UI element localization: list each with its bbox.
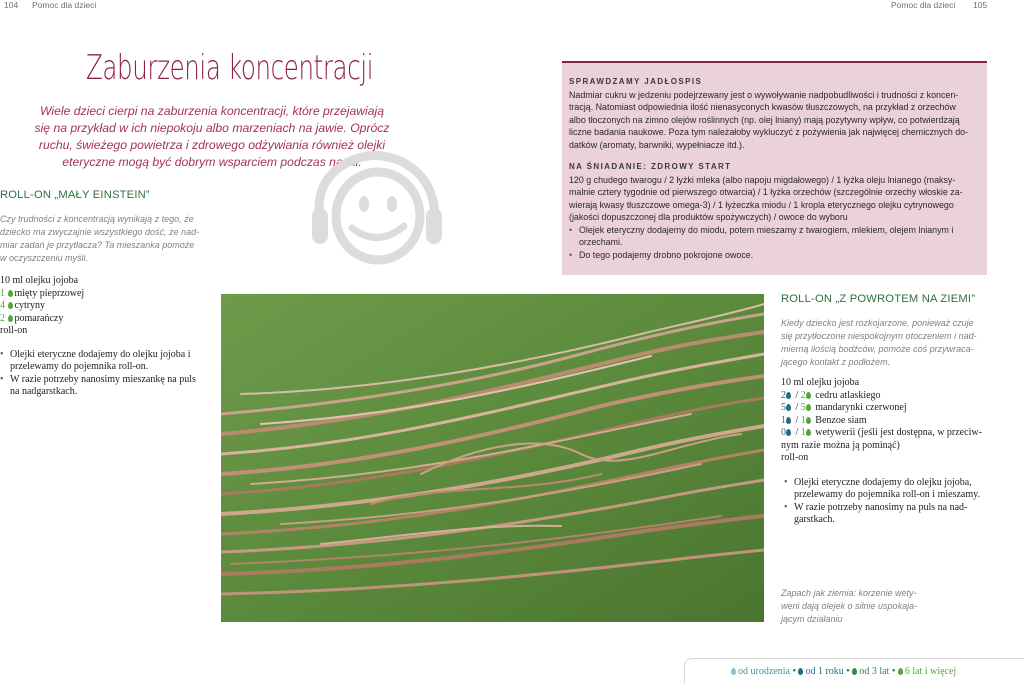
ingredient-row	[0, 288, 210, 301]
ingredient-row: 0 / 1 wetywerii (jeśli jest dostępna, w przeciw-	[781, 427, 982, 438]
left-running-header: Pomoc dla dzieci	[32, 0, 97, 10]
drop-count: 5	[781, 402, 786, 413]
step-item: • W razie potrzeby nanosimy na puls na nad-garstkach.	[784, 502, 989, 527]
rollon-ground-recipe	[781, 377, 996, 527]
blue-drop-icon	[786, 392, 791, 399]
age-legend	[684, 658, 1024, 683]
infobox-steps	[569, 224, 969, 262]
text-line: 120 g chudego twarogu / 2 łyżki mleka (albo napoju migdałowego) / 1 łyżka oleju lnianego (maksy-	[569, 174, 956, 185]
infobox-paragraph	[569, 89, 979, 152]
left-page-number: 104	[4, 0, 19, 10]
ingredient-row: 1 / 1 Benzoe siam	[781, 414, 867, 426]
ingredient-name: mandarynki czerwonej	[815, 402, 907, 413]
drop-count: 2	[781, 389, 786, 401]
step-item: • Olejki eteryczne dodajemy do olejku jojoba, przelewamy do pojemnika roll-on i mieszamy.	[784, 477, 989, 502]
drop-count: 1	[800, 414, 806, 426]
desc-line: miar zadań je przytłacza? Ta mieszanka pomoże	[0, 240, 195, 250]
rollon-ground-title: ROLL-ON „Z POWROTEM NA ZIEMI”	[781, 293, 976, 305]
age-6-plus: 6 lat i więcej	[904, 666, 957, 677]
vetiver-roots-image	[221, 294, 764, 622]
right-running-header: Pomoc dla dzieci	[891, 0, 956, 10]
infobox-recipe	[569, 174, 979, 224]
step-item: • Olejek eteryczny dodajemy do miodu, potem mieszamy z twarogiem, mlekiem, olejem lnianym i orzechami.	[569, 224, 969, 249]
green-drop-icon	[8, 302, 13, 309]
separator-dot: •	[891, 666, 896, 677]
blue-drop-icon	[786, 404, 791, 411]
rollon-einstein-recipe	[0, 275, 210, 399]
text-line: malnie cztery tygodnie od pierwszego otwarcia) / 1 łyżka orzechów (szczególnie orzechy włoskie za-	[569, 187, 963, 197]
green-drop-icon	[806, 429, 811, 436]
text-line: wierają kwasy tłuszczowe omega-3) / 1 łyżeczka miodu / 1 kropla eterycznego olejku cytrynowego	[569, 199, 954, 210]
rollon-ground-steps	[784, 477, 989, 527]
text-line: liczne badania naukowe. Poza tym należałoby wykluczyć z pożywienia jak najwięcej chemicznych do-	[569, 127, 969, 137]
drop-count: 4	[0, 300, 5, 311]
page-title: Zaburzenia koncentracji	[86, 48, 374, 88]
age-from-1-year: od 1 roku	[805, 666, 844, 677]
text-line: tracją. Natomiast odpowiednia ilość nienasyconych kwasów tłuszczowych, na przykład z orzechów	[569, 102, 956, 112]
ingredient-name: Benzoe siam	[815, 414, 867, 426]
desc-line: jącego kontakt z podłożem.	[781, 357, 891, 367]
dark-green-drop-icon	[852, 668, 857, 675]
caption-line: Zapach jak ziemia: korzenie wety-	[781, 588, 917, 598]
text-line: datków (aromaty, barwniki, wypełniacze itd.).	[569, 139, 745, 150]
ingredient-name: wetywerii (jeśli jest dostępna, w przeciw-	[815, 427, 982, 438]
desc-line: mierną ilością bodźców, pomoże coś przywraca-	[781, 344, 974, 354]
drop-count: 5	[800, 402, 806, 413]
separator-dot: •	[846, 666, 850, 677]
text-line: Nadmiar cukru w jedzeniu podejrzewany jest o wywoływanie nadpobudliwości i trudności z koncen-	[569, 89, 959, 100]
ingredient-row	[0, 300, 210, 313]
blue-drop-icon	[786, 429, 791, 436]
drop-count: 1	[0, 287, 5, 299]
green-drop-icon	[806, 417, 811, 424]
caption-line: jącym działaniu	[781, 614, 843, 624]
ingredient-name: cedru atlaskiego	[815, 389, 881, 401]
step-item: • W razie potrzeby nanosimy mieszankę na puls na nadgarstkach.	[0, 374, 205, 399]
diet-info-box	[562, 61, 987, 275]
ingredient-name: cytryny	[14, 300, 46, 311]
desc-line: Kiedy dziecko jest rozkojarzone, ponieważ czuje	[781, 318, 974, 328]
drop-count: 1	[800, 427, 806, 438]
green-drop-icon	[806, 404, 811, 411]
step-item: • Do tego podajemy drobno pokrojone owoce.	[569, 249, 969, 262]
drop-count: 1	[781, 414, 786, 426]
recipe-container: roll-on	[0, 325, 28, 336]
text-line: albo tłoczonych na zimno olejów roślinnych (np. olej lniany) mają pozytywny wpływ, co potwierdzają	[569, 114, 960, 125]
age-legend-items	[731, 666, 956, 677]
age-from-3-years: od 3 lat	[859, 666, 890, 677]
desc-line: w oczyszczeniu myśli.	[0, 253, 89, 263]
desc-line: Czy trudności z koncentracją wynikają z tego, że	[0, 214, 194, 224]
recipe-base: 10 ml olejku jojoba	[0, 275, 79, 286]
desc-line: się przytłoczone niespokojnym otoczeniem i nad-	[781, 331, 977, 341]
light-blue-drop-icon	[731, 668, 736, 675]
ingredient-name: pomarańczy	[14, 312, 64, 324]
ingredient-row: 2 / 2 cedru atlaskiego	[781, 389, 881, 401]
rollon-einstein-steps	[0, 349, 205, 399]
desc-line: dziecko ma zwyczajnie wszystkiego dość, że nad-	[0, 227, 200, 237]
infobox-heading: NA ŚNIADANIE: ZDROWY START	[569, 162, 732, 171]
smiley-headphones-icon	[298, 150, 450, 268]
blue-drop-icon	[786, 417, 791, 424]
ingredient-name: mięty pieprzowej	[14, 287, 85, 299]
age-from-birth: od urodzenia	[738, 666, 790, 677]
step-item: • Olejki eteryczne dodajemy do olejku jojoba i przelewamy do pojemnika roll-on.	[0, 349, 205, 374]
intro-paragraph: Wiele dzieci cierpi na zaburzenia koncentracji, które przejawiają się na przykład w ich niepokoju albo marzeniach na jawie. Oprócz ruchu, świeżego powietrza i zdrowego odżywiania również olejki eteryczne mogą być dobrym wsparciem podczas nauki.	[34, 104, 390, 169]
green-drop-icon	[8, 315, 13, 322]
blue-drop-icon	[798, 668, 803, 675]
drop-count: 2	[0, 312, 5, 324]
ingredient-row	[0, 313, 210, 326]
rollon-ground-description	[781, 317, 996, 369]
ingredient-continuation: nym razie można ją pominąć)	[781, 439, 900, 451]
green-drop-icon	[8, 290, 13, 297]
rollon-einstein-title: ROLL-ON „MAŁY EINSTEIN”	[0, 189, 150, 201]
rollon-einstein-description	[0, 213, 215, 265]
infobox-heading: SPRAWDZAMY JADŁOSPIS	[569, 77, 703, 86]
recipe-container: roll-on	[781, 452, 809, 463]
recipe-base: 10 ml olejku jojoba	[781, 377, 860, 388]
text-line: (jakości dopuszczonej dla produktów spożywczych) / owoce do wyboru	[569, 212, 848, 222]
green-drop-icon	[806, 392, 811, 399]
right-page-number: 105	[973, 0, 988, 10]
photo-caption	[781, 587, 941, 626]
vetiver-roots-photo	[221, 294, 764, 622]
green-drop-icon	[898, 668, 903, 675]
ingredient-row: 5 / 5 mandarynki czerwonej	[781, 402, 907, 413]
drop-count: 0	[781, 427, 786, 438]
drop-count: 2	[800, 389, 806, 401]
separator-dot: •	[792, 666, 796, 677]
caption-line: werii dają olejek o silnie uspokaja-	[781, 601, 918, 611]
